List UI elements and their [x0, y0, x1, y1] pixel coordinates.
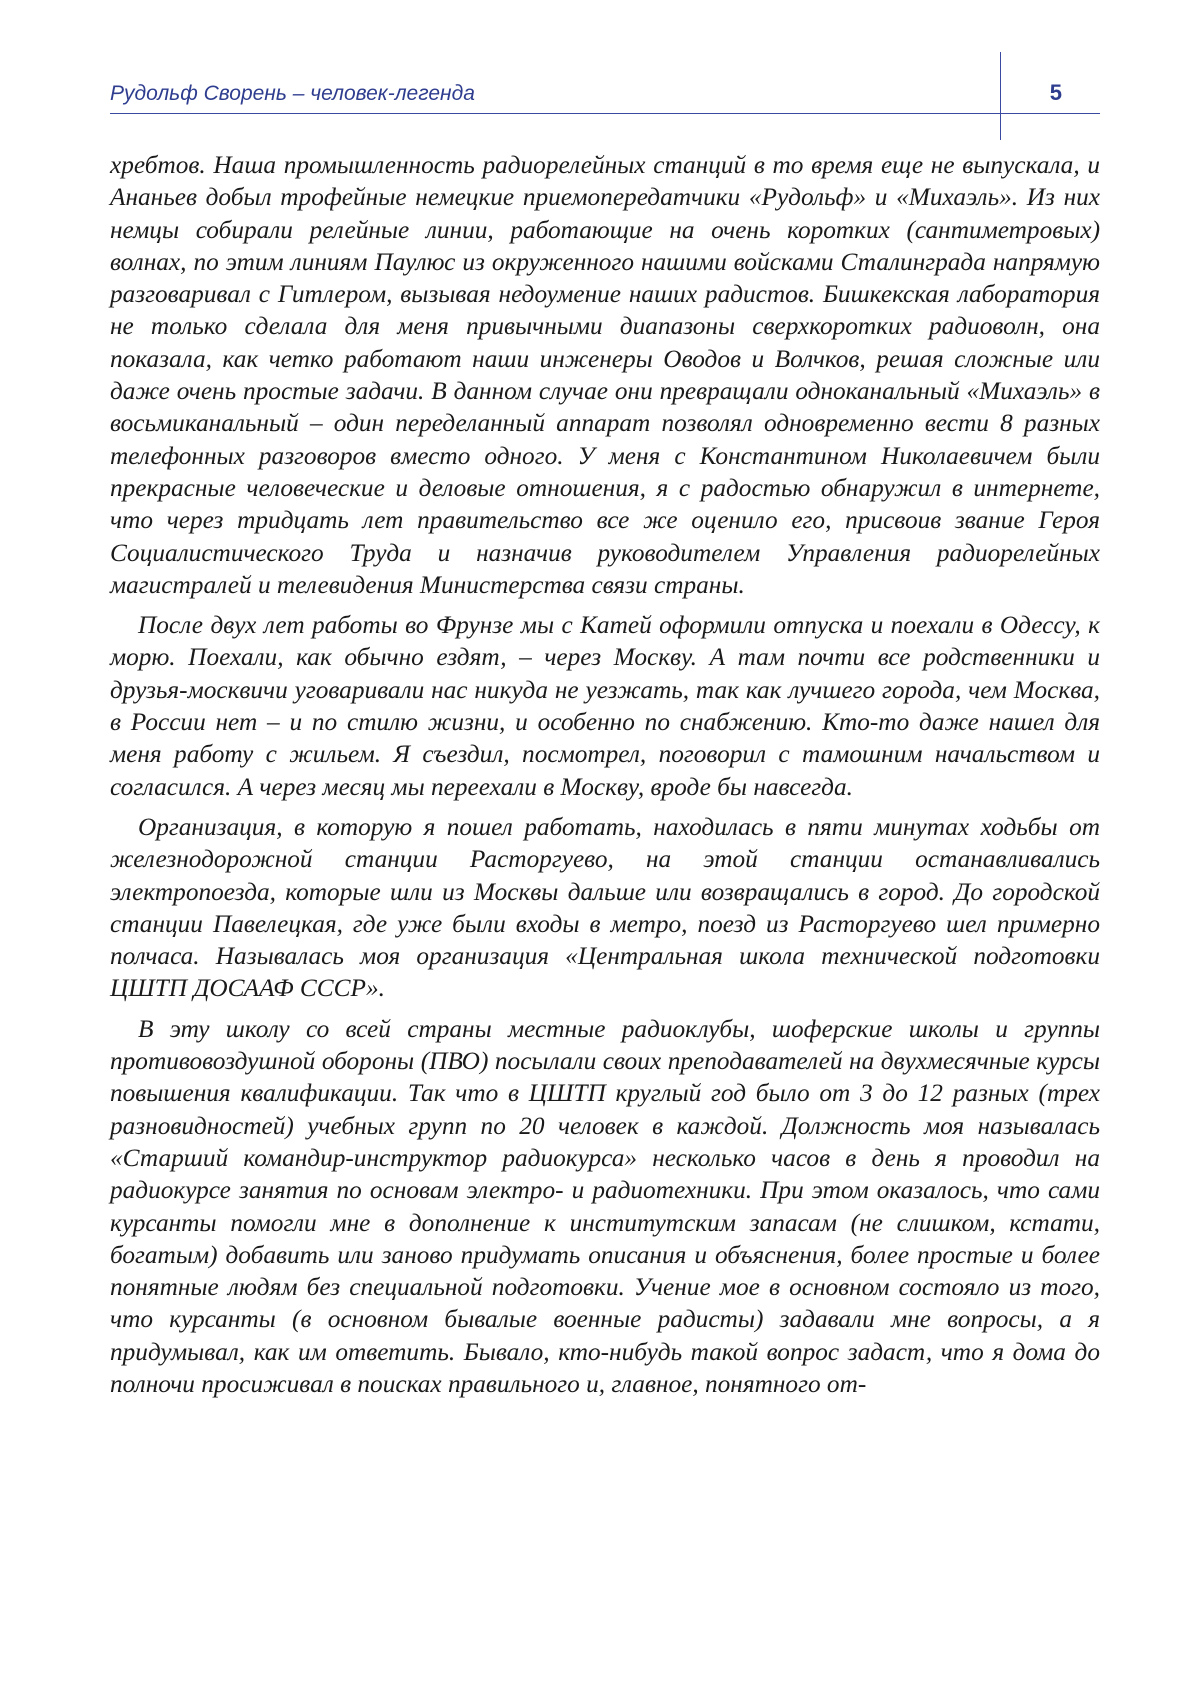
running-title: Рудольф Сворень – человек-легенда	[110, 82, 475, 105]
page-number: 5	[1049, 80, 1062, 105]
paragraph: Организация, в которую я пошел работать, находилась в пяти минутах ходьбы от железнодорожной станции Расторгуево, на этой станции останавливались электропоезда, которые шли из Москвы дальше или возвращались в город. До городской станции Павелецкая, где уже были входы в метро, поезд из Расторгуево шел примерно полчаса. Называлась моя организация «Центральная школа технической подготовки ЦШТП ДОСААФ СССР».	[110, 812, 1100, 1003]
paragraph: После двух лет работы во Фрунзе мы с Катей оформили отпуска и поехали в Одессу, к морю. Поехали, как обычно ездят, – через Москву. А там почти все родственники и друзья-москвичи уговаривали нас никуда не уезжать, так как лучшего города, чем Москва, в России нет – и по стилю жизни, и особенно по снабжению. Кто-то даже нашел для меня работу с жильем. Я съездил, посмотрел, поговорил с тамошним начальством и согласился. А через месяц мы переехали в Москву, вроде бы навсегда.	[110, 611, 1100, 801]
body-text	[110, 149, 1100, 1408]
running-head	[110, 80, 1110, 110]
header-vertical-rule	[1000, 52, 1001, 140]
paragraph: В эту школу со всей страны местные радиоклубы, шоферские школы и группы противовоздушной обороны (ПВО) посылали своих преподавателей на двухмесячные курсы повышения квалификации. Так что в ЦШТП круглый год было от 3 до 12 разных (трех разновидностей) учебных групп по 20 человек в каждой. Должность моя называлась «Старший командир-инструктор радиокурса» несколько часов в день я проводил на радиокурсе занятия по основам электро- и радиотехники. При этом оказалось, что сами курсанты помогли мне в дополнение к институтским запасам (не слишком, кстати, богатым) добавить или заново придумать описания и объяснения, более простые и более понятные людям без специальной подготовки. Учение мое в основном состояло из того, что курсанты (в основном бывалые военные радисты) задавали мне вопросы, а я придумывал, как им ответить. Бывало, кто-нибудь такой вопрос задаст, что я дома до полночи просиживал в поисках правильного и, главное, понятного от-	[110, 1014, 1100, 1398]
header-rule	[110, 113, 1100, 114]
paragraph: хребтов. Наша промышленность радиорелейных станций в то время еще не выпускала, и Ананьев добыл трофейные немецкие приемопередатчики «Рудольф» и «Михаэль». Из них немцы собирали релейные линии, работающие на очень коротких (сантиметровых) волнах, по этим линиям Паулюс из окруженного нашими войсками Сталинграда напрямую разговаривал с Гитлером, вызывая недоумение наших радистов. Бишкекская лаборатория не только сделала для меня привычными диапазоны сверхкоротких радиоволн, она показала, как четко работают наши инженеры Оводов и Волчков, решая сложные или даже очень простые задачи. В данном случае они превращали одноканальный «Михаэль» в восьмиканальный – один переделанный аппарат позволял одновременно вести 8 разных телефонных разговоров вместо одного. У меня с Константином Николаевичем были прекрасные человеческие и деловые отношения, я с радостью обнаружил в интернете, что через тридцать лет правительство все же оценило его, присвоив звание Героя Социалистического Труда и назначив руководителем Управления радиорелейных магистралей и телевидения Министерства связи страны.	[110, 151, 1100, 599]
